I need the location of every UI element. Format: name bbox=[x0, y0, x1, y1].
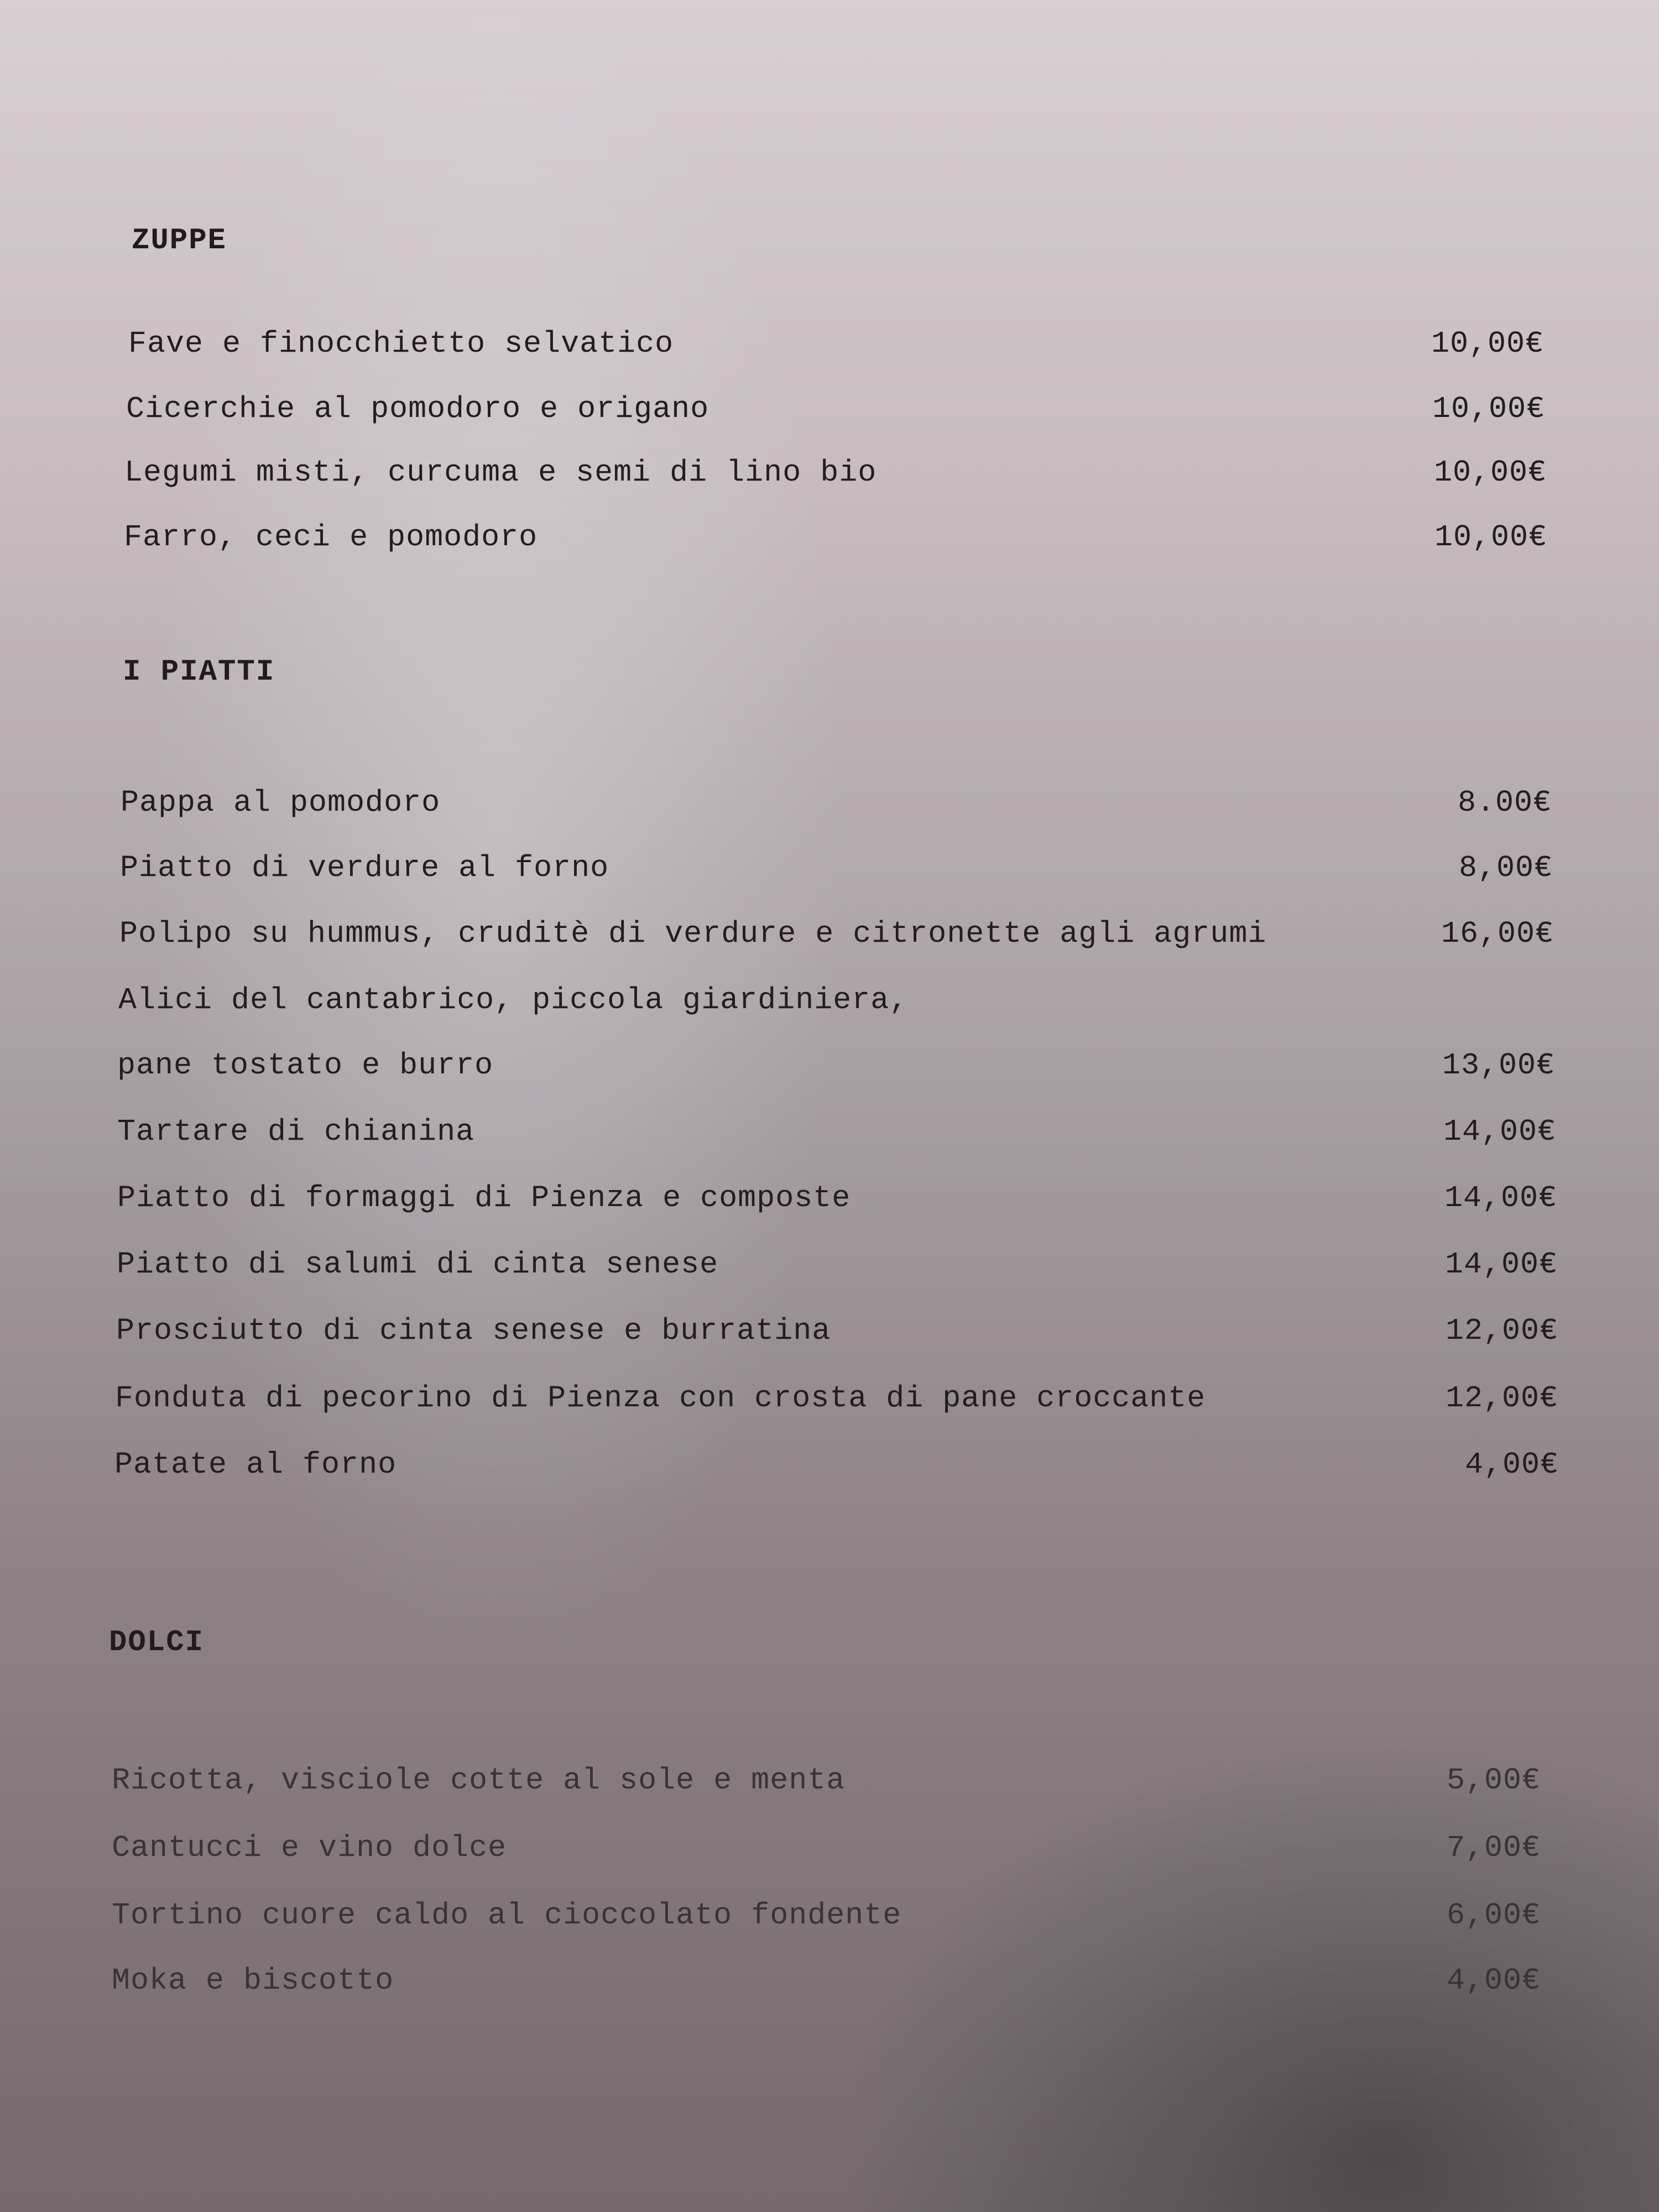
menu-item-price: 8.00€ bbox=[1457, 785, 1552, 820]
menu-item-price: 14,00€ bbox=[1444, 1247, 1558, 1282]
menu-item-price: 14,00€ bbox=[1443, 1114, 1556, 1149]
menu-item bbox=[117, 1181, 1557, 1215]
menu-item bbox=[117, 1048, 1555, 1083]
menu-item bbox=[117, 1247, 1558, 1282]
menu-item-name: Alici del cantabrico, piccola giardiniera, bbox=[118, 983, 909, 1018]
menu-item bbox=[124, 520, 1547, 555]
menu-item bbox=[118, 983, 1555, 1018]
menu-item-name: Piatto di verdure al forno bbox=[120, 851, 609, 885]
menu-item-name: Cicerchie al pomodoro e origano bbox=[126, 392, 709, 426]
menu-item-name: Piatto di formaggi di Pienza e composte bbox=[117, 1181, 851, 1215]
menu-item-name: Fonduta di pecorino di Pienza con crosta di pane croccante bbox=[115, 1381, 1206, 1416]
menu-item bbox=[116, 1313, 1558, 1348]
menu-item bbox=[120, 851, 1553, 885]
menu-item bbox=[114, 1447, 1559, 1482]
menu-item bbox=[112, 1763, 1541, 1798]
menu-item-price: 10,00€ bbox=[1431, 326, 1544, 361]
menu-item bbox=[112, 1963, 1541, 1998]
section-title-dolci: DOLCI bbox=[109, 1626, 205, 1660]
menu-item-price: 12,00€ bbox=[1445, 1381, 1558, 1416]
menu-item-price: 10,00€ bbox=[1432, 392, 1545, 426]
menu-item-price: 13,00€ bbox=[1442, 1048, 1555, 1083]
section-title-zuppe: ZUPPE bbox=[132, 224, 227, 258]
menu-item-name: Tortino cuore caldo al cioccolato fondente bbox=[112, 1898, 902, 1933]
menu-item-price: 14,00€ bbox=[1444, 1181, 1557, 1215]
menu-item-price: 10,00€ bbox=[1433, 455, 1547, 490]
menu-item-name: Tartare di chianina bbox=[117, 1114, 475, 1149]
menu-item-price: 7,00€ bbox=[1446, 1830, 1541, 1865]
section-title-piatti: I PIATTI bbox=[123, 655, 275, 689]
menu-item-name: Cantucci e vino dolce bbox=[112, 1830, 507, 1865]
menu-item-name: Fave e finocchietto selvatico bbox=[128, 326, 674, 361]
menu-item-name: pane tostato e burro bbox=[117, 1048, 494, 1083]
menu-item bbox=[121, 785, 1552, 820]
menu-item-name: Moka e biscotto bbox=[112, 1963, 394, 1998]
menu-item-price: 12,00€ bbox=[1445, 1313, 1558, 1348]
menu-item bbox=[128, 326, 1544, 361]
menu-item-name: Polipo su hummus, cruditè di verdure e citronette agli agrumi bbox=[119, 916, 1267, 951]
menu-item bbox=[115, 1381, 1558, 1416]
menu-item bbox=[124, 455, 1547, 490]
menu-item-name: Prosciutto di cinta senese e burratina bbox=[116, 1313, 831, 1348]
menu-item bbox=[117, 1114, 1556, 1149]
menu-item-price: 16,00€ bbox=[1441, 916, 1554, 951]
menu-item bbox=[119, 916, 1554, 951]
menu-item-price: 8,00€ bbox=[1458, 851, 1553, 885]
menu-item-name: Pappa al pomodoro bbox=[121, 785, 441, 820]
menu-item-price: 4,00€ bbox=[1464, 1447, 1559, 1482]
menu-item bbox=[112, 1898, 1541, 1933]
menu-item-name: Patate al forno bbox=[114, 1447, 397, 1482]
menu-item-name: Legumi misti, curcuma e semi di lino bio bbox=[124, 455, 877, 490]
menu-item-price: 10,00€ bbox=[1434, 520, 1547, 555]
menu-item-name: Ricotta, visciole cotte al sole e menta bbox=[112, 1763, 846, 1798]
menu-item-name: Farro, ceci e pomodoro bbox=[124, 520, 538, 555]
menu-item-price: 6,00€ bbox=[1446, 1898, 1541, 1933]
menu-item-price: 4,00€ bbox=[1446, 1963, 1541, 1998]
menu-item-name: Piatto di salumi di cinta senese bbox=[117, 1247, 719, 1282]
menu-item-price: 5,00€ bbox=[1446, 1763, 1541, 1798]
menu-item bbox=[112, 1830, 1541, 1865]
menu-item bbox=[126, 392, 1545, 426]
